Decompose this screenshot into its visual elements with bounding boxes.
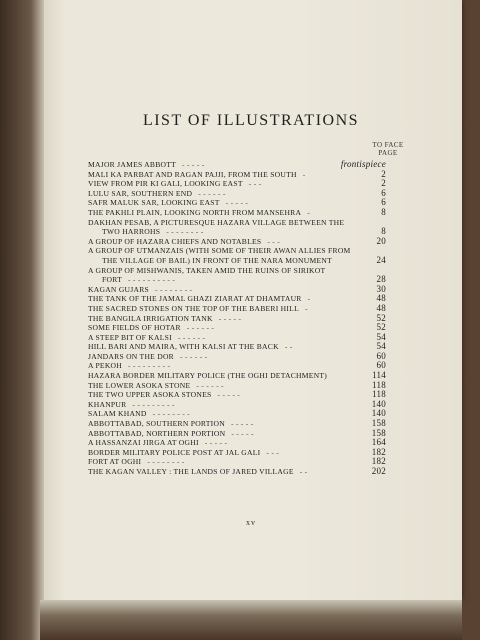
leader-dots: - - - - - - - - -: [132, 399, 175, 409]
page-edge: [40, 600, 462, 640]
list-item: [88, 438, 386, 448]
leader-dots: - - - - -: [230, 419, 254, 429]
leader-dots: - - - - - - - - -: [128, 361, 171, 371]
list-item: [88, 218, 386, 237]
page-number: 118: [372, 379, 386, 390]
illustration-title: THE LOWER ASOKA STONE: [88, 380, 191, 390]
leader-dots: - - - - -: [217, 390, 241, 400]
leader-dots: - - - - -: [182, 160, 205, 169]
leader-dots: - - - - - -: [177, 332, 206, 342]
illustrations-list: [88, 160, 386, 477]
page-number: 48: [376, 293, 386, 304]
page-number: 2: [381, 168, 386, 179]
list-item: [88, 467, 386, 477]
leader-dots: - -: [299, 467, 308, 476]
leader-dots: - - - - - -: [180, 351, 208, 361]
page-number: 182: [371, 456, 386, 467]
list-item: [88, 189, 386, 199]
leader-dots: - - - - -: [218, 313, 242, 323]
page-number: 8: [381, 226, 386, 237]
list-item: [88, 457, 386, 467]
leader-dots: - - - - - - - -: [152, 409, 190, 419]
illustration-title: THE TWO UPPER ASOKA STONES: [88, 390, 212, 400]
list-item: [88, 381, 386, 391]
page-number: 182: [371, 446, 386, 457]
list-item: [88, 371, 386, 381]
list-item: [88, 208, 386, 218]
list-item: [88, 246, 386, 265]
page-number: 140: [371, 398, 386, 409]
illustration-title: VIEW FROM PIR KI GALI, LOOKING EAST: [88, 179, 243, 189]
illustration-title: FORT AT OGHI: [88, 457, 142, 467]
page-number: 52: [376, 312, 386, 323]
illustration-title: THE PAKHLI PLAIN, LOOKING NORTH FROM MANSEHRA: [88, 207, 302, 217]
list-item: [88, 304, 386, 314]
page-number: 6: [381, 197, 386, 208]
illustration-title: MAJOR JAMES ABBOTT: [88, 160, 177, 169]
page-number: 54: [376, 331, 386, 342]
illustration-title: SALAM KHAND: [88, 409, 147, 419]
illustration-title: MALI KA PARBAT AND RAGAN PAJJI, FROM THE SOUTH: [88, 169, 297, 179]
illustration-title: THE KAGAN VALLEY : THE LANDS OF JARED VILLAGE: [88, 467, 294, 476]
book-gutter: [0, 0, 44, 640]
illustration-title: THE TANK OF THE JAMAL GHAZI ZIARAT AT DHAMTAUR: [88, 294, 302, 304]
list-item: [88, 294, 386, 304]
column-heading-line: PAGE: [378, 149, 398, 157]
list-item: [88, 198, 386, 208]
list-item: [88, 361, 386, 371]
illustration-title: SOME FIELDS OF HOTAR: [88, 323, 181, 333]
list-item: [88, 429, 386, 439]
list-item: [88, 285, 386, 295]
list-item: [88, 352, 386, 362]
illustration-title: BORDER MILITARY POLICE POST AT JAL GALI: [88, 447, 261, 457]
page-number: 8: [381, 206, 386, 217]
illustration-title: A GROUP OF HAZARA CHIEFS AND NOTABLES: [88, 236, 262, 246]
page-number: frontispiece: [340, 159, 386, 169]
page-number: 52: [376, 322, 386, 333]
illustration-title: JANDARS ON THE DOR: [88, 351, 174, 361]
leader-dots: -: [304, 303, 308, 313]
leader-dots: - - - - -: [204, 438, 228, 448]
list-item: [88, 448, 386, 458]
page-number: 30: [376, 283, 386, 294]
illustration-title: THE SACRED STONES ON THE TOP OF THE BABERI HILL: [88, 303, 299, 313]
illustration-title: KHANPUR: [88, 399, 127, 409]
list-item: [88, 170, 386, 180]
list-item: [88, 266, 386, 285]
illustration-title: SAFR MALUK SAR, LOOKING EAST: [88, 198, 220, 208]
list-item: [88, 314, 386, 324]
list-item: [88, 390, 386, 400]
page-number: 114: [372, 370, 386, 381]
page-number: 202: [371, 466, 386, 476]
leader-dots: - - - - - - - -: [155, 284, 193, 294]
illustration-title-continuation: FORT - - - - - - - - - -: [102, 275, 176, 285]
illustration-title: KAGAN GUJARS: [88, 284, 150, 294]
page-folio: xv: [246, 518, 256, 527]
leader-dots: - - -: [267, 236, 280, 246]
leader-dots: - - - - - -: [198, 188, 226, 198]
illustration-title: A GROUP OF MISHWANIS, TAKEN AMID THE RUINS OF SIRIKOT: [88, 265, 326, 275]
column-heading: [368, 141, 408, 157]
illustration-title: HILL BARI AND MAIRA, WITH KALSI AT THE BACK: [88, 342, 279, 352]
page-number: 6: [381, 187, 386, 198]
page-number: 164: [371, 437, 386, 448]
illustration-title: A GROUP OF UTMANZAIS (WITH SOME OF THEIR AWAN ALLIES FROM: [88, 246, 351, 256]
leader-dots: - - -: [266, 447, 280, 457]
leader-dots: -: [307, 294, 311, 304]
list-item: [88, 400, 386, 410]
illustration-title: HAZARA BORDER MILITARY POLICE (THE OGHI DETACHMENT): [88, 371, 328, 381]
leader-dots: - - - - -: [225, 198, 249, 208]
list-item: [88, 323, 386, 333]
page-number: 60: [376, 350, 386, 361]
illustration-title: A PEKOH: [88, 361, 123, 371]
page-number: 48: [376, 302, 386, 313]
leader-dots: -: [307, 207, 311, 217]
page-number: 140: [371, 408, 386, 419]
leader-dots: - - -: [248, 179, 262, 189]
illustration-title-continuation: TWO HARROHS - - - - - - - -: [102, 227, 204, 237]
list-item: [88, 342, 386, 352]
page-number: 118: [372, 389, 386, 400]
list-item: [88, 237, 386, 247]
page-title: LIST OF ILLUSTRATIONS: [142, 112, 360, 129]
leader-dots: - - - - - - - -: [147, 457, 185, 467]
illustration-title: LULU SAR, SOUTHERN END: [88, 188, 193, 198]
page-number: 28: [376, 274, 386, 285]
page-number: 2: [381, 178, 386, 189]
list-item: [88, 333, 386, 343]
leader-dots: - - - - - - - -: [166, 227, 204, 237]
illustration-title: ABBOTTABAD, SOUTHERN PORTION: [88, 419, 225, 429]
list-item: [88, 419, 386, 429]
illustration-title: DAKHAN PESAB, A PICTURESQUE HAZARA VILLAGE BETWEEN THE: [88, 217, 345, 227]
list-item: [88, 160, 386, 170]
list-item: [88, 179, 386, 189]
illustration-title: A HASSANZAI JIRGA AT OGHI: [88, 438, 199, 448]
illustration-title-continuation: THE VILLAGE OF BAIL) IN FRONT OF THE NARA MONUMENT: [102, 255, 332, 265]
illustration-title: ABBOTTABAD, NORTHERN PORTION: [88, 428, 226, 438]
leader-dots: - - - - -: [231, 428, 254, 438]
page-number: 60: [376, 360, 386, 371]
leader-dots: - - - - - - - - - -: [127, 275, 176, 285]
page-number: 20: [376, 235, 386, 246]
column-heading-line: TO FACE: [372, 141, 404, 149]
leader-dots: - - - - - -: [186, 323, 215, 333]
page-number: 158: [371, 427, 386, 438]
page-number: 158: [371, 418, 386, 429]
illustration-title: THE BANGILA IRRIGATION TANK: [88, 313, 213, 323]
list-item: [88, 409, 386, 419]
illustration-title: A STEEP BIT OF KALSI: [88, 332, 172, 342]
leader-dots: - - - - - -: [196, 380, 224, 390]
leader-dots: - -: [284, 342, 293, 352]
page-number: 24: [376, 254, 386, 265]
page-number: 54: [376, 341, 386, 352]
leader-dots: -: [302, 169, 306, 179]
